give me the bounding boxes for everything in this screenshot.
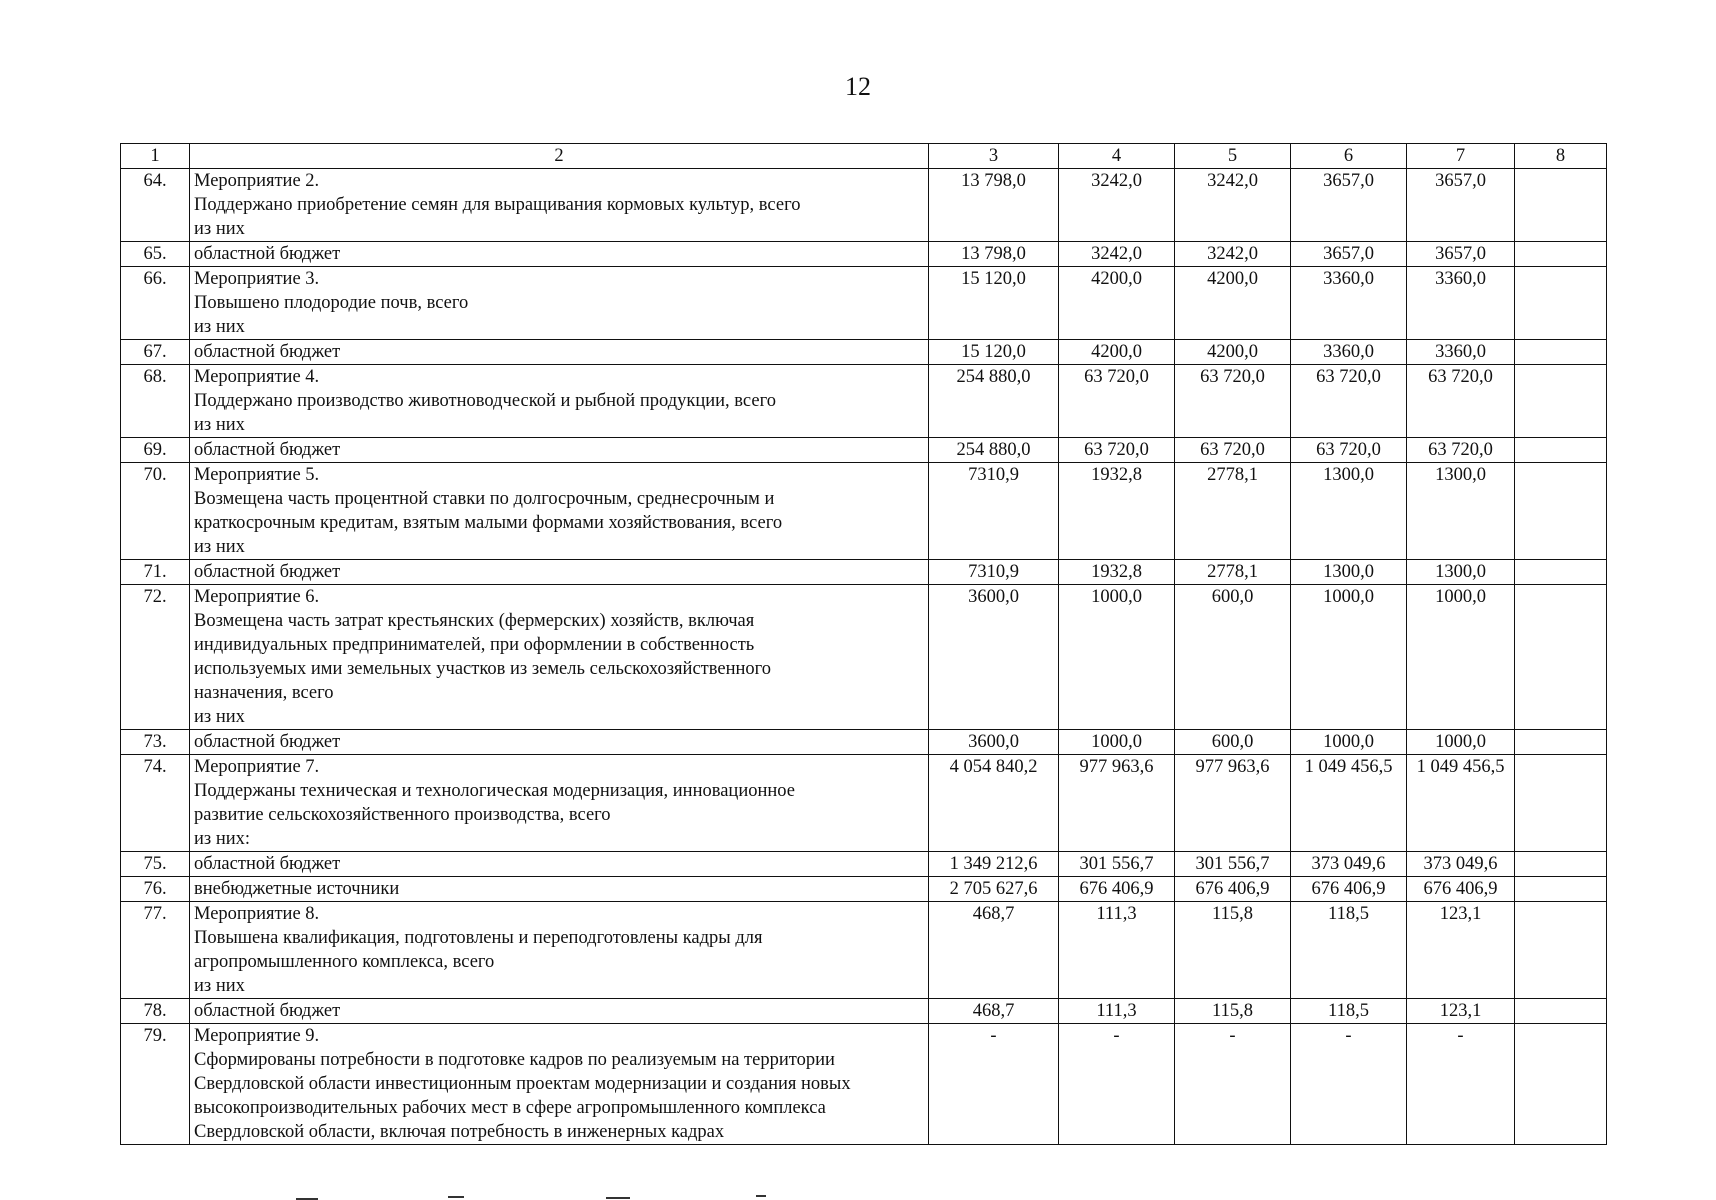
empty-cell-col-8 [1515,1024,1607,1145]
row-number: 75. [121,852,190,877]
value-cell-col-4: 977 963,6 [1059,755,1175,852]
value-cell-col-5: 4200,0 [1175,340,1291,365]
value-cell-col-5: 115,8 [1175,999,1291,1024]
value-cell-col-5: 600,0 [1175,730,1291,755]
page-number: 12 [845,72,871,101]
empty-cell-col-8 [1515,877,1607,902]
value-cell-col-4: - [1059,1024,1175,1145]
value-cell-col-5: 301 556,7 [1175,852,1291,877]
value-cell-col-7: 1300,0 [1407,560,1515,585]
scan-mark [606,1197,630,1199]
value-cell-col-4: 4200,0 [1059,267,1175,340]
description-line: Мероприятие 6. [194,587,320,607]
description-line: из них [194,415,245,435]
row-number: 68. [121,365,190,438]
header-cell: 8 [1515,144,1607,169]
value-cell-col-4: 63 720,0 [1059,438,1175,463]
row-description [190,438,929,463]
description-line: из них: [194,829,251,849]
description-line: используемых ими земельных участков из земель сельскохозяйственного [194,659,772,679]
row-number: 78. [121,999,190,1024]
empty-cell-col-8 [1515,902,1607,999]
empty-cell-col-8 [1515,755,1607,852]
description-line: из них [194,537,245,557]
value-cell-col-4: 1000,0 [1059,730,1175,755]
value-cell-col-5: 63 720,0 [1175,438,1291,463]
empty-cell-col-8 [1515,242,1607,267]
description-line: назначения, всего [194,683,334,703]
description-line: Свердловской области инвестиционным проектам модернизации и создания новых [194,1074,851,1094]
row-number: 65. [121,242,190,267]
row-number: 73. [121,730,190,755]
value-cell-col-4: 3242,0 [1059,169,1175,242]
value-cell-col-5: 3242,0 [1175,242,1291,267]
value-cell-col-6: 3657,0 [1291,242,1407,267]
value-cell-col-7: 3657,0 [1407,242,1515,267]
value-cell-col-3: 3600,0 [929,585,1059,730]
value-cell-col-7: 676 406,9 [1407,877,1515,902]
table-row [121,365,1607,438]
value-cell-col-7: 1 049 456,5 [1407,755,1515,852]
value-cell-col-6: 63 720,0 [1291,365,1407,438]
value-cell-col-3: 13 798,0 [929,242,1059,267]
value-cell-col-7: 123,1 [1407,902,1515,999]
table-row [121,169,1607,242]
value-cell-col-7: 3360,0 [1407,340,1515,365]
table-row [121,560,1607,585]
table-row [121,852,1607,877]
value-cell-col-4: 301 556,7 [1059,852,1175,877]
description-line: областной бюджет [194,562,341,582]
value-cell-col-5: 600,0 [1175,585,1291,730]
description-line: агропромышленного комплекса, всего [194,952,495,972]
row-description [190,463,929,560]
description-line: Мероприятие 9. [194,1026,320,1046]
value-cell-col-6: 118,5 [1291,902,1407,999]
description-line: Поддержано приобретение семян для выращивания кормовых культур, всего [194,195,801,215]
value-cell-col-6: 3360,0 [1291,267,1407,340]
description-line: областной бюджет [194,440,341,460]
description-line: Возмещена часть процентной ставки по долгосрочным, среднесрочным и [194,489,775,509]
value-cell-col-3: 7310,9 [929,463,1059,560]
value-cell-col-6: - [1291,1024,1407,1145]
description-line: краткосрочным кредитам, взятым малыми формами хозяйствования, всего [194,513,783,533]
table-row [121,755,1607,852]
value-cell-col-7: 1000,0 [1407,585,1515,730]
header-cell: 1 [121,144,190,169]
row-description [190,902,929,999]
value-cell-col-3: 468,7 [929,902,1059,999]
header-cell: 7 [1407,144,1515,169]
value-cell-col-3: 254 880,0 [929,438,1059,463]
value-cell-col-4: 111,3 [1059,902,1175,999]
description-line: Мероприятие 3. [194,269,320,289]
row-description [190,730,929,755]
value-cell-col-7: - [1407,1024,1515,1145]
description-line: Сформированы потребности в подготовке кадров по реализуемым на территории [194,1050,835,1070]
row-number: 70. [121,463,190,560]
value-cell-col-3: 2 705 627,6 [929,877,1059,902]
value-cell-col-7: 1300,0 [1407,463,1515,560]
description-line: Мероприятие 4. [194,367,320,387]
row-description [190,365,929,438]
row-number: 69. [121,438,190,463]
table-header-row [121,144,1607,169]
description-line: из них [194,219,245,239]
header-cell: 2 [190,144,929,169]
value-cell-col-4: 1932,8 [1059,560,1175,585]
value-cell-col-6: 373 049,6 [1291,852,1407,877]
description-line: областной бюджет [194,342,341,362]
value-cell-col-6: 1300,0 [1291,463,1407,560]
value-cell-col-3: 15 120,0 [929,267,1059,340]
value-cell-col-4: 4200,0 [1059,340,1175,365]
value-cell-col-6: 118,5 [1291,999,1407,1024]
scan-mark [756,1195,766,1197]
value-cell-col-6: 63 720,0 [1291,438,1407,463]
row-description [190,755,929,852]
value-cell-col-5: 676 406,9 [1175,877,1291,902]
empty-cell-col-8 [1515,852,1607,877]
header-cell: 3 [929,144,1059,169]
value-cell-col-4: 63 720,0 [1059,365,1175,438]
row-number: 77. [121,902,190,999]
description-line: областной бюджет [194,854,341,874]
value-cell-col-4: 3242,0 [1059,242,1175,267]
row-number: 72. [121,585,190,730]
description-line: Мероприятие 8. [194,904,320,924]
value-cell-col-5: 2778,1 [1175,463,1291,560]
description-line: Повышена квалификация, подготовлены и переподготовлены кадры для [194,928,763,948]
value-cell-col-6: 3657,0 [1291,169,1407,242]
value-cell-col-6: 1000,0 [1291,730,1407,755]
value-cell-col-3: 13 798,0 [929,169,1059,242]
description-line: областной бюджет [194,1001,341,1021]
value-cell-col-5: 2778,1 [1175,560,1291,585]
row-description [190,999,929,1024]
row-number: 74. [121,755,190,852]
description-line: из них [194,707,245,727]
value-cell-col-3: 7310,9 [929,560,1059,585]
value-cell-col-5: 977 963,6 [1175,755,1291,852]
description-line: индивидуальных предпринимателей, при оформлении в собственность [194,635,755,655]
row-number: 76. [121,877,190,902]
table-row [121,902,1607,999]
table-row [121,730,1607,755]
description-line: из них [194,976,245,996]
value-cell-col-5: - [1175,1024,1291,1145]
table-row [121,340,1607,365]
table-row [121,877,1607,902]
description-line: областной бюджет [194,244,341,264]
description-line: Мероприятие 5. [194,465,320,485]
scan-mark [448,1196,464,1198]
value-cell-col-7: 63 720,0 [1407,365,1515,438]
value-cell-col-4: 111,3 [1059,999,1175,1024]
table-row [121,463,1607,560]
budget-table [120,143,1607,1145]
row-description [190,852,929,877]
empty-cell-col-8 [1515,365,1607,438]
value-cell-col-7: 123,1 [1407,999,1515,1024]
description-line: развитие сельскохозяйственного производства, всего [194,805,611,825]
row-number: 66. [121,267,190,340]
value-cell-col-4: 1000,0 [1059,585,1175,730]
header-cell: 6 [1291,144,1407,169]
header-cell: 5 [1175,144,1291,169]
table-body [121,169,1607,1145]
value-cell-col-6: 1000,0 [1291,585,1407,730]
empty-cell-col-8 [1515,999,1607,1024]
row-description [190,169,929,242]
value-cell-col-3: - [929,1024,1059,1145]
table-row [121,267,1607,340]
table-row [121,242,1607,267]
value-cell-col-3: 254 880,0 [929,365,1059,438]
row-description [190,267,929,340]
row-number: 67. [121,340,190,365]
value-cell-col-5: 3242,0 [1175,169,1291,242]
description-line: Возмещена часть затрат крестьянских (фермерских) хозяйств, включая [194,611,755,631]
value-cell-col-6: 1300,0 [1291,560,1407,585]
table-row [121,585,1607,730]
empty-cell-col-8 [1515,169,1607,242]
value-cell-col-3: 1 349 212,6 [929,852,1059,877]
value-cell-col-7: 3360,0 [1407,267,1515,340]
table-row [121,1024,1607,1145]
empty-cell-col-8 [1515,560,1607,585]
value-cell-col-5: 4200,0 [1175,267,1291,340]
table-row [121,999,1607,1024]
description-line: внебюджетные источники [194,879,400,899]
row-description [190,560,929,585]
empty-cell-col-8 [1515,730,1607,755]
description-line: Повышено плодородие почв, всего [194,293,469,313]
value-cell-col-5: 63 720,0 [1175,365,1291,438]
value-cell-col-3: 4 054 840,2 [929,755,1059,852]
value-cell-col-4: 1932,8 [1059,463,1175,560]
value-cell-col-6: 676 406,9 [1291,877,1407,902]
description-line: Свердловской области, включая потребность в инженерных кадрах [194,1122,725,1142]
value-cell-col-7: 373 049,6 [1407,852,1515,877]
row-description [190,877,929,902]
value-cell-col-3: 3600,0 [929,730,1059,755]
table-row [121,438,1607,463]
description-line: областной бюджет [194,732,341,752]
value-cell-col-3: 15 120,0 [929,340,1059,365]
header-cell: 4 [1059,144,1175,169]
value-cell-col-4: 676 406,9 [1059,877,1175,902]
value-cell-col-7: 3657,0 [1407,169,1515,242]
description-line: высокопроизводительных рабочих мест в сфере агропромышленного комплекса [194,1098,826,1118]
description-line: Поддержано производство животноводческой и рыбной продукции, всего [194,391,776,411]
empty-cell-col-8 [1515,340,1607,365]
empty-cell-col-8 [1515,438,1607,463]
value-cell-col-7: 1000,0 [1407,730,1515,755]
row-description [190,340,929,365]
description-line: Мероприятие 2. [194,171,320,191]
row-description [190,1024,929,1145]
value-cell-col-6: 1 049 456,5 [1291,755,1407,852]
empty-cell-col-8 [1515,585,1607,730]
row-description [190,585,929,730]
row-number: 71. [121,560,190,585]
row-description [190,242,929,267]
empty-cell-col-8 [1515,267,1607,340]
value-cell-col-5: 115,8 [1175,902,1291,999]
row-number: 64. [121,169,190,242]
value-cell-col-6: 3360,0 [1291,340,1407,365]
value-cell-col-7: 63 720,0 [1407,438,1515,463]
value-cell-col-3: 468,7 [929,999,1059,1024]
description-line: Поддержаны техническая и технологическая модернизация, инновационное [194,781,795,801]
empty-cell-col-8 [1515,463,1607,560]
row-number: 79. [121,1024,190,1145]
description-line: Мероприятие 7. [194,757,320,777]
description-line: из них [194,317,245,337]
